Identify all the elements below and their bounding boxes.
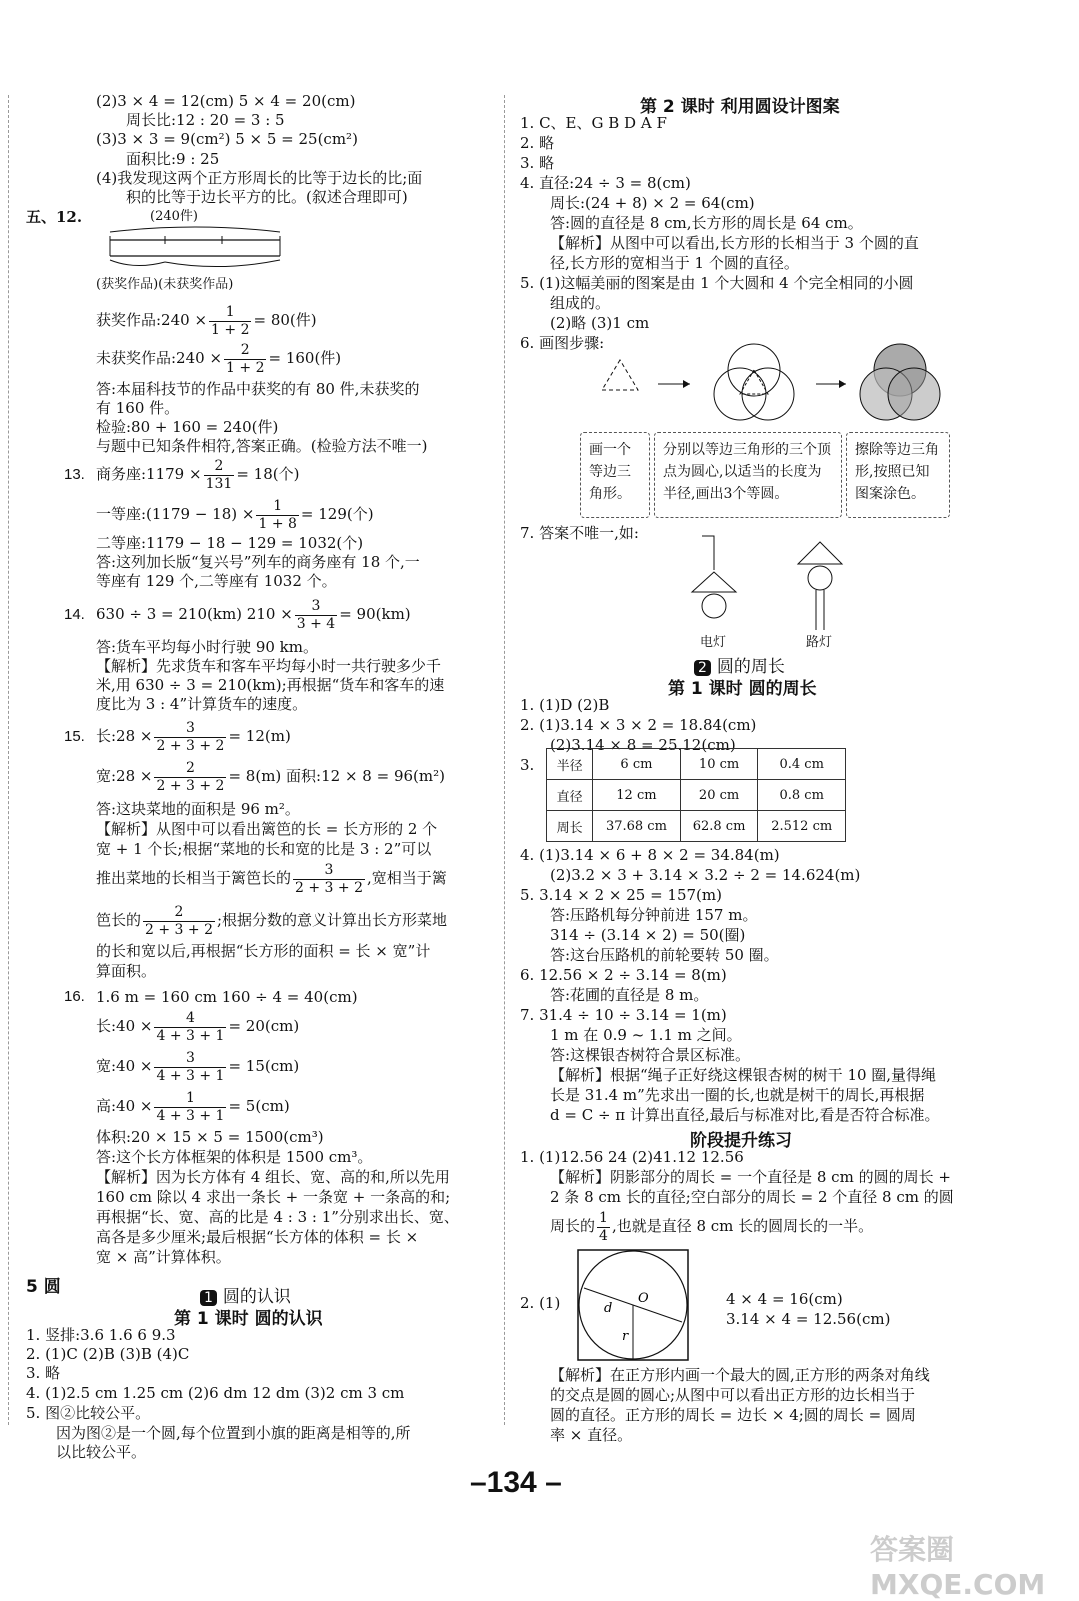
analysis-line: 推出菜地的长相当于篱笆长的 $\frac{3}{2 + 3 + 2}$ ,宽相当于篱 [96, 861, 447, 896]
analysis-line: 长是 31.4 m”先求出一圈的长,也就是树干的周长,再根据 [550, 1086, 925, 1104]
question-number: 13. [64, 466, 85, 483]
column-divider-center [504, 95, 505, 1425]
lesson-title: 第 1 课时 圆的认识 [174, 1309, 323, 1329]
section-title: 1 圆的认识 [200, 1282, 291, 1307]
equation-line: 体积:20 × 15 × 5 = 1500(cm³) [96, 1128, 324, 1146]
answer-line: 答:货车平均每小时行驶 90 km。 [96, 638, 318, 656]
question-number: 14. [64, 606, 85, 623]
analysis-line: 【解析】从图中可以看出,长方形的长相当于 3 个圆的直 [550, 234, 919, 252]
answer-line: 3. 略 [520, 154, 555, 172]
diagram-label-parts: (获奖作品)(未获奖作品) [96, 277, 234, 292]
answer-line: 答:这个长方体框架的体积是 1500 cm³。 [96, 1148, 373, 1166]
analysis-line: 的长和宽以后,再根据“长方形的面积 = 长 × 宽”计 [96, 942, 431, 960]
answer-line: 与题中已知条件相符,答案正确。(检验方法不唯一) [96, 437, 428, 455]
analysis-line: 【解析】先求货车和客车平均每小时一共行驶多少千 [96, 657, 442, 675]
equation-line: 未获奖作品:240 × $\frac{2}{1 + 2}$ = 160(件) [96, 341, 342, 376]
answer-line: 4. (1)2.5 cm 1.25 cm (2)6 dm 12 dm (3)2 cm 3 cm [26, 1384, 405, 1402]
analysis-line: 的交点是圆的圆心;从图中可以看出正方形的边长相当于 [550, 1386, 916, 1404]
answer-line: (4)我发现这两个正方形周长的比等于边长的比;面 [96, 169, 423, 187]
analysis-line: 径,长方形的宽相当于 1 个圆的直径。 [550, 254, 799, 272]
equation-line: 一等座:(1179 − 18) × $\frac{1}{1 + 8}$ = 129(个) [96, 497, 374, 532]
equation-line: 长:40 × $\frac{4}{4 + 3 + 1}$ = 20(cm) [96, 1009, 300, 1044]
lamp-label: 电灯 [700, 635, 727, 650]
analysis-line: 160 cm 除以 4 求出一条长 + 一条宽 + 一条高的和; [96, 1188, 451, 1206]
answer-line: 314 ÷ (3.14 × 2) = 50(圈) [550, 926, 746, 944]
analysis-line: 【解析】因为长方体有 4 组长、宽、高的和,所以先用 [96, 1168, 450, 1186]
question-number: 16. [64, 988, 85, 1005]
answer-line: 答:花圃的直径是 8 m。 [550, 986, 709, 1004]
segment-diagram [100, 222, 290, 274]
analysis-line: 【解析】从图中可以看出篱笆的长 = 长方形的 2 个 [96, 820, 438, 838]
answer-line: 周长比:12 : 20 = 3 : 5 [126, 111, 285, 129]
table-row: 半径 6 cm 10 cm 0.4 cm [547, 749, 846, 780]
analysis-line: 再根据“长、宽、高的比是 4 : 3 : 1”分别求出长、宽、 [96, 1208, 459, 1226]
equation-line: 高:40 × $\frac{1}{4 + 3 + 1}$ = 5(cm) [96, 1089, 290, 1124]
equation-line: 宽:40 × $\frac{3}{4 + 3 + 1}$ = 15(cm) [96, 1049, 300, 1084]
step-box-3: 擦除等边三角形,按照已知图案涂色。 [846, 432, 950, 518]
answer-line: (3)3 × 3 = 9(cm²) 5 × 5 = 25(cm²) [96, 130, 358, 148]
analysis-line: 高各是多少厘米;最后根据“长方体的体积 = 长 × [96, 1228, 419, 1246]
step-box-2: 分别以等边三角形的三个顶点为圆心,以适当的长度为半径,画出3个等圆。 [654, 432, 842, 518]
analysis-line: d = C ÷ π 计算出直径,最后与标准对比,看是否符合标准。 [550, 1106, 940, 1124]
equation-line: 宽:28 × $\frac{2}{2 + 3 + 2}$ = 8(m) 面积:12 × 8 = 96(m²) [96, 759, 445, 794]
answer-line: (2)3.14 × 8 = 25.12(cm) [550, 736, 736, 754]
answer-line: 7. 31.4 ÷ 10 ÷ 3.14 = 1(m) [520, 1006, 727, 1024]
answer-line: 5. 3.14 × 2 × 25 = 157(m) [520, 886, 722, 904]
answer-line: 5. 图②比较公平。 [26, 1404, 151, 1422]
answer-line: 以比较公平。 [56, 1443, 147, 1461]
analysis-line: 率 × 直径。 [550, 1426, 633, 1444]
equation-line: 获奖作品:240 × $\frac{1}{1 + 2}$ = 80(件) [96, 303, 317, 338]
answer-line: 6. 12.56 × 2 ÷ 3.14 = 8(m) [520, 966, 727, 984]
answer-line: 检验:80 + 160 = 240(件) [96, 418, 279, 436]
stage-title: 阶段提升练习 [690, 1131, 792, 1151]
answer-line: 3. 略 [26, 1364, 61, 1382]
analysis-line: 度比为 3 : 4”计算货车的速度。 [96, 695, 308, 713]
lesson-title: 第 2 课时 利用圆设计图案 [640, 97, 840, 117]
answer-line: 答:本届科技节的作品中获奖的有 80 件,未获奖的 [96, 380, 420, 398]
answer-line: 答:这台压路机的前轮要转 50 圈。 [550, 946, 779, 964]
answer-line: 答:圆的直径是 8 cm,长方形的周长是 64 cm。 [550, 214, 863, 232]
equation-line: 1.6 m = 160 cm 160 ÷ 4 = 40(cm) [96, 988, 358, 1006]
answer-line: 面积比:9 : 25 [126, 150, 220, 168]
answer-line: 1. C、E、G B D A F [520, 114, 667, 132]
analysis-line: 2 条 8 cm 长的直径;空白部分的周长 = 2 个直径 8 cm 的圆 [550, 1188, 954, 1206]
analysis-line: 圆的直径。正方形的周长 = 边长 × 4;圆的周长 = 圆周 [550, 1406, 916, 1424]
answer-line: 1. (1)12.56 24 (2)41.12 12.56 [520, 1148, 744, 1166]
lesson-title: 第 1 课时 圆的周长 [668, 679, 817, 699]
answer-line: (2)3 × 4 = 12(cm) 5 × 4 = 20(cm) [96, 92, 356, 110]
column-divider-left [8, 95, 9, 1425]
answer-line: (2)3.2 × 3 + 3.14 × 3.2 ÷ 2 = 14.624(m) [550, 866, 861, 884]
answer-line: 二等座:1179 − 18 − 129 = 1032(个) [96, 534, 364, 552]
answer-line: 2. (1)C (2)B (3)B (4)C [26, 1345, 190, 1363]
question-number: 3. [520, 756, 535, 774]
answer-line: 因为图②是一个圆,每个位置到小旗的距离是相等的,所 [56, 1424, 411, 1442]
analysis-line: 米,用 630 ÷ 3 = 210(km);再根据“货车和客车的速 [96, 676, 445, 694]
diagram-label-total: (240件) [150, 209, 198, 224]
analysis-line: 宽 × 高”计算体积。 [96, 1248, 231, 1266]
question-number: 15. [64, 728, 85, 745]
equation-line: 4 × 4 = 16(cm) [726, 1290, 843, 1308]
step-box-1: 画一个等边三角形。 [580, 432, 650, 518]
analysis-line: 【解析】阴影部分的周长 = 一个直径是 8 cm 的圆的周长 + [550, 1168, 951, 1186]
answer-line: 6. 画图步骤: [520, 334, 605, 352]
drawing-steps-figure [590, 332, 970, 432]
analysis-line: 【解析】根据“绳子正好绕这棵银杏树的树干 10 圈,量得绳 [550, 1066, 937, 1084]
section-title: 2 圆的周长 [694, 652, 785, 677]
chapter-title: 5 圆 [26, 1277, 61, 1297]
lamp-drawings [670, 530, 870, 642]
question-number: 2. (1) [520, 1294, 561, 1312]
answer-line: 答:这棵银杏树符合景区标准。 [550, 1046, 751, 1064]
answer-line: 等座有 129 个,二等座有 1032 个。 [96, 572, 337, 590]
answer-line: 4. 直径:24 ÷ 3 = 8(cm) [520, 174, 691, 192]
question-number: 五、12. [26, 208, 83, 226]
table-row: 直径 12 cm 20 cm 0.8 cm [547, 780, 846, 811]
answer-line: 1 m 在 0.9 ~ 1.1 m 之间。 [550, 1026, 742, 1044]
answer-line: 7. 答案不唯一,如: [520, 524, 639, 542]
section-number-badge: 1 [200, 1290, 217, 1306]
radius-label: r [622, 1329, 629, 1344]
answer-line: 积的比等于边长平方的比。(叙述合理即可) [126, 188, 408, 206]
answer-line: 答:这列加长版“复兴号”列车的商务座有 18 个,一 [96, 553, 420, 571]
table-row: 周长 37.68 cm 62.8 cm 2.512 cm [547, 811, 846, 842]
answer-line: 2. 略 [520, 134, 555, 152]
square-circle-figure [576, 1248, 690, 1362]
analysis-line: 周长的 $\frac{1}{4}$ ,也就是直径 8 cm 长的圆周长的一半。 [550, 1209, 874, 1244]
answer-line: 有 160 件。 [96, 399, 180, 417]
diameter-label: d [604, 1301, 613, 1316]
analysis-line: 宽 + 1 个长;根据“菜地的长和宽的比是 3 : 2”可以 [96, 840, 432, 858]
equation-line: 长:28 × $\frac{3}{2 + 3 + 2}$ = 12(m) [96, 719, 291, 754]
answer-line: 组成的。 [550, 294, 611, 312]
answer-line: 4. (1)3.14 × 6 + 8 × 2 = 34.84(m) [520, 846, 780, 864]
answer-line: 周长:(24 + 8) × 2 = 64(cm) [550, 194, 755, 212]
analysis-line: 【解析】在正方形内画一个最大的圆,正方形的两条对角线 [550, 1366, 930, 1384]
circle-table [546, 748, 846, 842]
answer-line: 2. (1)3.14 × 3 × 2 = 18.84(cm) [520, 716, 757, 734]
answer-line: 答:这块菜地的面积是 96 m²。 [96, 800, 300, 818]
lamp-label: 路灯 [806, 635, 833, 650]
answer-line: 1. (1)D (2)B [520, 696, 610, 714]
equation-line: 商务座:1179 × $\frac{2}{131}$ = 18(个) [96, 457, 300, 492]
answer-line: (2)略 (3)1 cm [550, 314, 650, 332]
answer-line: 1. 竖排:3.6 1.6 6 9.3 [26, 1326, 176, 1344]
page-number: –134 – [470, 1466, 562, 1499]
watermark: 答案圈 MXQE.COM [870, 1533, 1046, 1601]
equation-line: 630 ÷ 3 = 210(km) 210 × $\frac{3}{3 + 4}$ = 90(km) [96, 597, 411, 632]
analysis-line: 笆长的 $\frac{2}{2 + 3 + 2}$ ;根据分数的意义计算出长方形菜地 [96, 903, 448, 938]
analysis-line: 算面积。 [96, 962, 157, 980]
answer-line: 答:压路机每分钟前进 157 m。 [550, 906, 758, 924]
answer-line: 5. (1)这幅美丽的图案是由 1 个大圆和 4 个完全相同的小圆 [520, 274, 914, 292]
center-label: O [638, 1291, 649, 1306]
equation-line: 3.14 × 4 = 12.56(cm) [726, 1310, 891, 1328]
section-number-badge: 2 [694, 660, 711, 676]
